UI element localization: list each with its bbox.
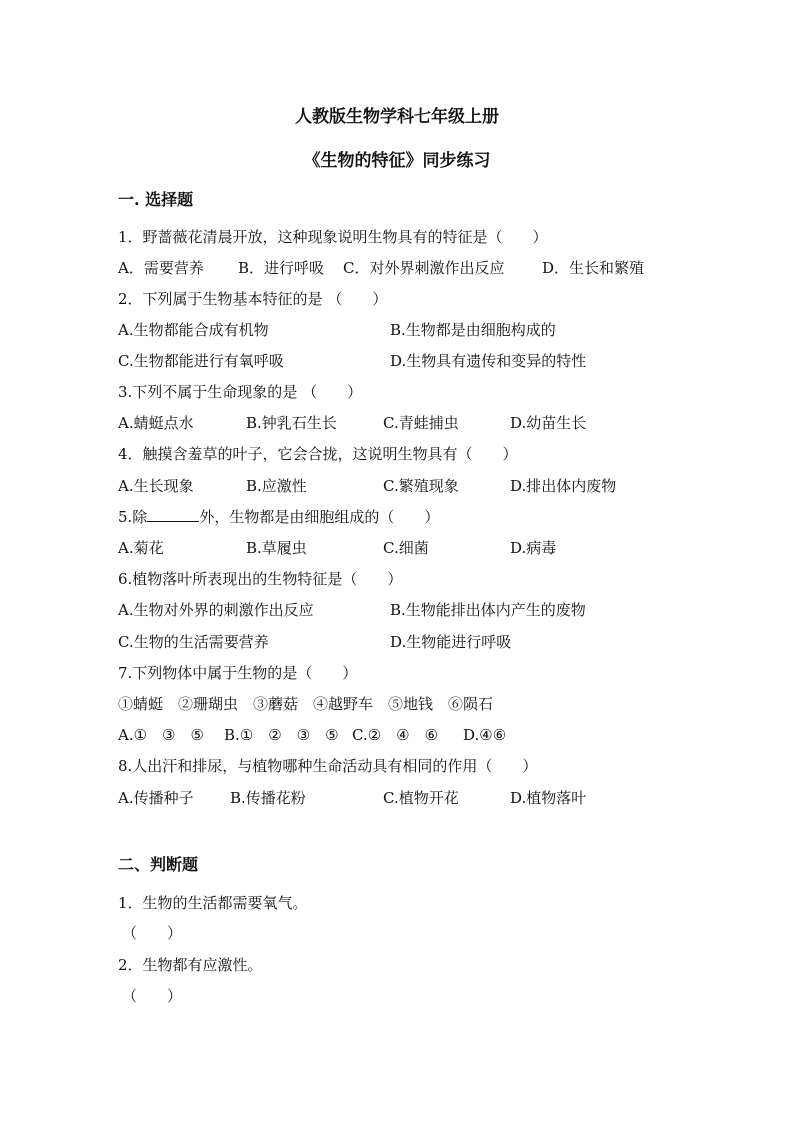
- option-c: C.细菌: [383, 539, 429, 557]
- question-stem: 4．触摸含羞草的叶子，它会合拢，这说明生物具有（ ）: [118, 445, 518, 463]
- page-subtitle: 《生物的特征》同步练习: [303, 151, 491, 171]
- option-c: C.生物的生活需要营养: [118, 633, 269, 651]
- question-stem: [118, 507, 439, 527]
- question-stem: 6.植物落叶所表现出的生物特征是（ ）: [118, 570, 403, 588]
- option-d: D.生物具有遗传和变异的特性: [390, 352, 587, 370]
- option-a: A.生长现象: [118, 477, 194, 495]
- option-d: D.④⑥: [463, 726, 507, 744]
- option-c: C.生物都能进行有氧呼吸: [118, 352, 284, 370]
- option-b: B.草履虫: [246, 539, 307, 557]
- option-b: B.钟乳石生长: [246, 414, 337, 432]
- option-b: B.① ② ③ ⑤: [224, 726, 339, 744]
- option-b: B.生物都是由细胞构成的: [390, 321, 556, 339]
- option-b: B.传播花粉: [230, 789, 306, 807]
- option-d: D.病毒: [510, 539, 557, 557]
- option-d: D.生物能进行呼吸: [390, 633, 512, 651]
- question-stem: 7.下列物体中属于生物的是（ ）: [118, 664, 358, 682]
- option-c: C.② ④ ⑥: [352, 726, 439, 744]
- option-d: D．生长和繁殖: [542, 259, 645, 277]
- question-stem: 1．野蔷薇花清晨开放，这种现象说明生物具有的特征是（ ）: [118, 228, 548, 246]
- judgment-answer-blank: （ ）: [122, 987, 183, 1005]
- judgment-stem: 2．生物都有应激性。: [118, 956, 263, 974]
- question-items: ①蜻蜓 ②珊瑚虫 ③蘑菇 ④越野车 ⑤地钱 ⑥陨石: [118, 695, 494, 713]
- option-a: A.① ③ ⑤: [118, 726, 204, 744]
- option-b: B.生物能排出体内产生的废物: [390, 601, 586, 619]
- question-stem-before: 5.除: [118, 508, 148, 526]
- option-a: A.菊花: [118, 539, 164, 557]
- fill-blank: [147, 507, 199, 522]
- option-a: A.生物对外界的刺激作出反应: [118, 601, 314, 619]
- question-stem: 3.下列不属于生命现象的是 （ ）: [118, 383, 363, 401]
- option-b: B.应激性: [246, 477, 307, 495]
- option-c: C.青蛙捕虫: [383, 414, 459, 432]
- option-c: C.植物开花: [383, 789, 459, 807]
- option-c: C．对外界刺激作出反应: [343, 259, 505, 277]
- page-title: 人教版生物学科七年级上册: [295, 107, 499, 127]
- question-stem: 2．下列属于生物基本特征的是 （ ）: [118, 290, 388, 308]
- option-a: A.蜻蜓点水: [118, 414, 194, 432]
- option-d: D.植物落叶: [510, 789, 587, 807]
- option-b: B．进行呼吸: [238, 259, 325, 277]
- question-stem-after: 外，生物都是由细胞组成的（ ）: [199, 508, 440, 526]
- section-heading-judgment: 二、判断题: [118, 855, 199, 874]
- judgment-stem: 1．生物的生活都需要氧气。: [118, 894, 308, 912]
- judgment-answer-blank: （ ）: [122, 924, 183, 942]
- option-a: A.传播种子: [118, 789, 194, 807]
- section-heading-choice: 一. 选择题: [118, 190, 194, 209]
- option-d: D.幼苗生长: [510, 414, 587, 432]
- option-a: A.生物都能合成有机物: [118, 321, 269, 339]
- option-c: C.繁殖现象: [383, 477, 459, 495]
- question-stem: 8.人出汗和排尿，与植物哪种生命活动具有相同的作用（ ）: [118, 757, 538, 775]
- option-d: D.排出体内废物: [510, 477, 617, 495]
- option-a: A．需要营养: [118, 259, 204, 277]
